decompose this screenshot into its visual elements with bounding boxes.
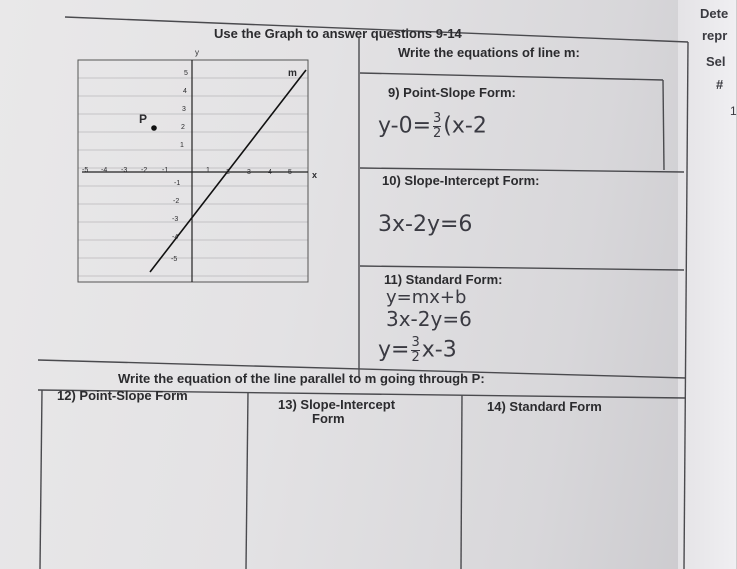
y-tick: -4 — [172, 234, 179, 241]
y-tick: -1 — [174, 180, 181, 187]
y-tick: 5 — [184, 70, 188, 77]
side-text: # — [716, 77, 724, 92]
side-text: repr — [702, 28, 728, 43]
y-tick: -2 — [173, 198, 180, 205]
side-text: Dete — [700, 6, 729, 21]
right-box-title: Write the equations of line m: — [398, 45, 580, 60]
x-tick: 4 — [268, 169, 272, 176]
q10-label: 10) Slope-Intercept Form: — [382, 173, 540, 188]
y-tick: 3 — [182, 106, 186, 113]
x-tick: 1 — [206, 167, 210, 174]
q13-label-line2: Form — [312, 411, 345, 426]
line-m-label: m — [288, 68, 297, 79]
q14-label: 14) Standard Form — [487, 399, 602, 414]
q10-answer: 3x-2y=6 — [378, 212, 473, 237]
point-p — [151, 125, 157, 131]
y-tick: -5 — [171, 256, 178, 263]
side-text: Sel — [706, 54, 726, 69]
x-tick: 3 — [247, 169, 251, 176]
page-title: Use the Graph to answer questions 9-14 — [214, 26, 462, 41]
x-tick: -1 — [162, 167, 169, 174]
x-axis-label: x — [312, 170, 318, 180]
q9-answer: y-0= $\frac{3}{2}$ (x-2 — [378, 111, 487, 141]
point-p-label: P — [139, 112, 148, 126]
y-tick: 2 — [181, 124, 185, 131]
y-tick: 1 — [180, 142, 184, 149]
x-tick: -2 — [141, 167, 148, 174]
x-tick: -4 — [101, 167, 108, 174]
q11-answer-line2: 3x-2y=6 — [386, 307, 472, 331]
y-axis-label: y — [195, 48, 199, 57]
q13-label: 13) Slope-Intercept — [278, 397, 396, 412]
x-tick: -3 — [121, 167, 128, 174]
x-tick: -5 — [82, 167, 89, 174]
q11-answer-line3: y= $\frac{3}{2}$ x-3 — [378, 335, 457, 365]
q9-label: 9) Point-Slope Form: — [388, 85, 516, 100]
side-text: 1 — [730, 104, 737, 118]
q11-label: 11) Standard Form: — [384, 272, 503, 287]
y-tick: -3 — [172, 216, 179, 223]
q11-answer-line1: y=mx+b — [386, 287, 467, 308]
x-tick: 2 — [226, 169, 230, 176]
q12-label: 12) Point-Slope Form — [57, 388, 188, 403]
x-tick: 5 — [288, 169, 292, 176]
bottom-title: Write the equation of the line parallel to m going through P: — [118, 371, 485, 386]
y-tick: 4 — [183, 88, 187, 95]
